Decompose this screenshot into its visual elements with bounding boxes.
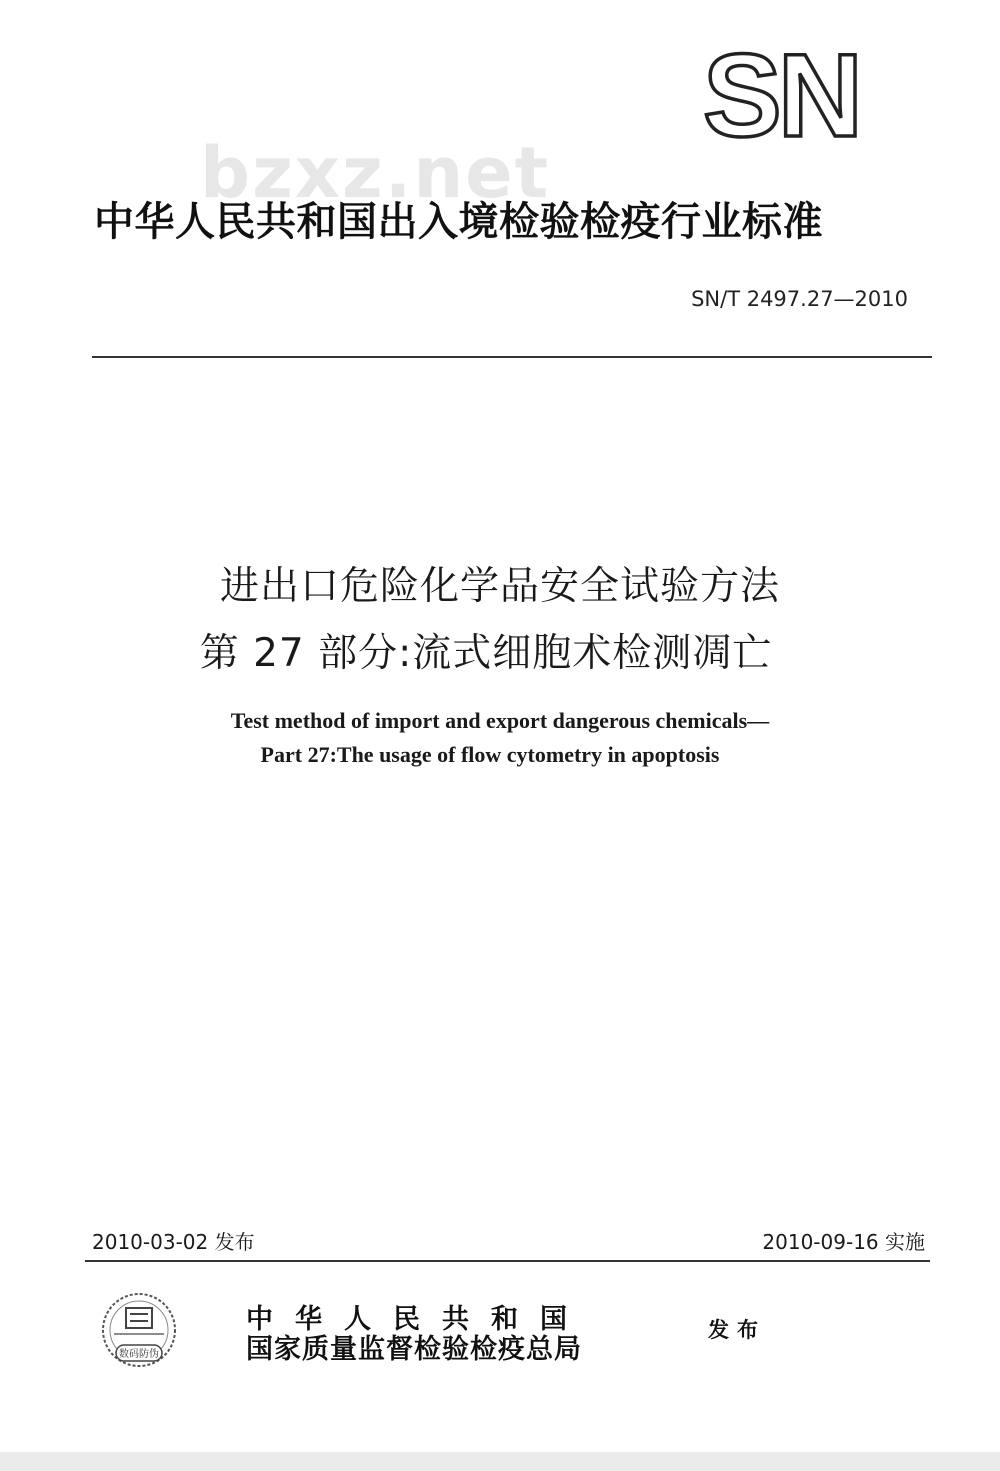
publisher-line2: 国家质量监督检验检疫总局	[246, 1334, 582, 1365]
title-cn-line1: 进出口危险化学品安全试验方法	[219, 564, 780, 609]
top-divider	[92, 356, 932, 358]
sn-logo	[678, 42, 884, 146]
watermark: bzxz.net	[200, 132, 551, 214]
header-title: 中华人民共和国出入境检验检疫行业标准	[94, 199, 823, 245]
title-en-line1: Test method of import and export dangerous chemicals—	[230, 708, 770, 733]
implementation-date: 2010-09-16 实施	[762, 1230, 925, 1254]
svg-text:SN: SN	[703, 42, 859, 146]
publisher-line1: 中华人民共和国	[246, 1304, 589, 1335]
publish-label: 发布	[708, 1318, 766, 1342]
anti-counterfeit-seal	[90, 1290, 188, 1372]
title-en-line2: Part 27:The usage of flow cytometry in apoptosis	[260, 742, 720, 767]
viewer-bottom-strip	[0, 1452, 1000, 1471]
standard-number: SN/T 2497.27—2010	[691, 287, 908, 311]
seal-label: 数码防伪	[119, 1349, 159, 1360]
title-cn-line2: 第 27 部分:流式细胞术检测凋亡	[199, 631, 773, 676]
issue-date: 2010-03-02 发布	[92, 1230, 255, 1254]
bottom-divider	[85, 1260, 930, 1262]
